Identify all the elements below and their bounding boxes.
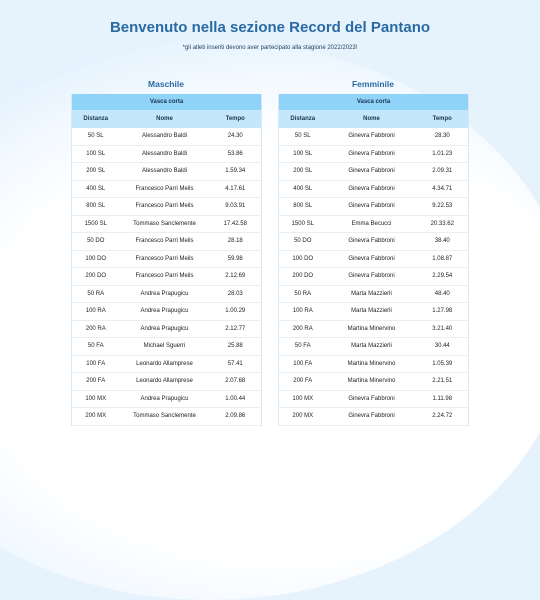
record-distance: 1500 SL: [72, 215, 120, 233]
male-records-table: [71, 94, 262, 426]
female-section-title: Femminile: [351, 79, 395, 89]
record-distance: 200 FA: [72, 373, 120, 391]
female-table-subtitle: Vasca corta: [279, 94, 469, 110]
record-distance: 100 RA: [279, 303, 327, 321]
record-time: 1.00.29: [210, 303, 262, 321]
record-distance: 400 SL: [279, 180, 327, 198]
table-row: [279, 180, 469, 198]
table-row: [72, 355, 262, 373]
record-time: 38.40: [417, 233, 469, 251]
record-athlete-name: Francesco Parri Meils: [120, 180, 210, 198]
record-distance: 100 SL: [72, 145, 120, 163]
table-row: [72, 180, 262, 198]
record-athlete-name: Marta Mazzierli: [327, 338, 417, 356]
table-row: [279, 268, 469, 286]
record-athlete-name: Francesco Parri Meils: [120, 250, 210, 268]
record-athlete-name: Emma Becucci: [327, 215, 417, 233]
record-athlete-name: Ginevra Fabbroni: [327, 250, 417, 268]
male-header-name: Nome: [120, 110, 210, 128]
record-time: 4.17.61: [210, 180, 262, 198]
table-row: [72, 320, 262, 338]
record-distance: 100 MX: [72, 390, 120, 408]
record-time: 25.88: [210, 338, 262, 356]
table-row: [72, 163, 262, 181]
record-athlete-name: Alessandro Baldi: [120, 145, 210, 163]
record-distance: 50 DO: [72, 233, 120, 251]
record-athlete-name: Francesco Parri Meils: [120, 198, 210, 216]
record-distance: 1500 SL: [279, 215, 327, 233]
record-time: 1.08.87: [417, 250, 469, 268]
female-records-table: [278, 94, 469, 426]
record-athlete-name: Ginevra Fabbroni: [327, 233, 417, 251]
table-row: [279, 285, 469, 303]
record-time: 1.00.44: [210, 390, 262, 408]
table-row: [279, 408, 469, 426]
record-distance: 200 FA: [279, 373, 327, 391]
table-row: [72, 268, 262, 286]
male-header-time: Tempo: [210, 110, 262, 128]
record-time: 59.98: [210, 250, 262, 268]
table-row: [279, 128, 469, 145]
record-athlete-name: Francesco Parri Meils: [120, 233, 210, 251]
record-athlete-name: Andrea Prapugicu: [120, 320, 210, 338]
record-distance: 100 DO: [72, 250, 120, 268]
table-row: [72, 285, 262, 303]
table-row: [279, 250, 469, 268]
table-row: [279, 233, 469, 251]
record-athlete-name: Tommaso Sanclemente: [120, 215, 210, 233]
table-row: [279, 320, 469, 338]
table-row: [279, 163, 469, 181]
record-time: 2.09.86: [210, 408, 262, 426]
record-time: 1.59.34: [210, 163, 262, 181]
record-athlete-name: Francesco Parri Meils: [120, 268, 210, 286]
table-row: [72, 128, 262, 145]
record-distance: 100 FA: [279, 355, 327, 373]
record-time: 1.11.98: [417, 390, 469, 408]
record-time: 28.30: [417, 128, 469, 145]
record-time: 28.18: [210, 233, 262, 251]
record-distance: 200 RA: [279, 320, 327, 338]
record-time: 2.07.68: [210, 373, 262, 391]
page-title: Benvenuto nella sezione Record del Pantano: [109, 19, 431, 36]
record-time: 4.34.71: [417, 180, 469, 198]
record-athlete-name: Ginevra Fabbroni: [327, 390, 417, 408]
record-distance: 50 FA: [279, 338, 327, 356]
record-time: 1.01.23: [417, 145, 469, 163]
record-distance: 200 MX: [279, 408, 327, 426]
record-athlete-name: Leonardo Allamprese: [120, 373, 210, 391]
record-athlete-name: Martina Minervino: [327, 355, 417, 373]
table-row: [72, 373, 262, 391]
record-athlete-name: Andrea Prapugicu: [120, 390, 210, 408]
record-distance: 100 DO: [279, 250, 327, 268]
record-distance: 200 DO: [279, 268, 327, 286]
record-time: 30.44: [417, 338, 469, 356]
table-row: [279, 355, 469, 373]
table-row: [279, 145, 469, 163]
record-athlete-name: Martina Minervino: [327, 320, 417, 338]
female-header-time: Tempo: [417, 110, 469, 128]
record-distance: 100 MX: [279, 390, 327, 408]
record-athlete-name: Ginevra Fabbroni: [327, 145, 417, 163]
record-time: 17.42.58: [210, 215, 262, 233]
table-row: [72, 338, 262, 356]
record-distance: 200 RA: [72, 320, 120, 338]
female-records-section: [278, 79, 468, 426]
record-time: 9.03.91: [210, 198, 262, 216]
record-distance: 200 SL: [72, 163, 120, 181]
record-distance: 800 SL: [279, 198, 327, 216]
record-time: 1.27.98: [417, 303, 469, 321]
record-distance: 100 SL: [279, 145, 327, 163]
table-row: [279, 303, 469, 321]
record-time: 20.33.62: [417, 215, 469, 233]
record-athlete-name: Ginevra Fabbroni: [327, 128, 417, 145]
record-distance: 50 RA: [279, 285, 327, 303]
table-row: [279, 198, 469, 216]
male-table-body: [72, 128, 262, 425]
eligibility-note: *gli atleti inseriti devono aver partecipato alla stagione 2022/2023!: [182, 45, 358, 51]
record-athlete-name: Martina Minervino: [327, 373, 417, 391]
table-row: [72, 250, 262, 268]
record-distance: 50 SL: [72, 128, 120, 145]
record-time: 24.30: [210, 128, 262, 145]
table-row: [279, 373, 469, 391]
record-athlete-name: Ginevra Fabbroni: [327, 163, 417, 181]
record-athlete-name: Ginevra Fabbroni: [327, 180, 417, 198]
record-athlete-name: Marta Mazzierli: [327, 285, 417, 303]
record-athlete-name: Andrea Prapugicu: [120, 285, 210, 303]
record-athlete-name: Michael Sguerri: [120, 338, 210, 356]
record-time: 2.12.69: [210, 268, 262, 286]
record-distance: 200 MX: [72, 408, 120, 426]
table-row: [279, 215, 469, 233]
record-athlete-name: Alessandro Baldi: [120, 128, 210, 145]
table-row: [72, 145, 262, 163]
record-time: 9.22.53: [417, 198, 469, 216]
record-distance: 100 FA: [72, 355, 120, 373]
record-time: 2.24.72: [417, 408, 469, 426]
female-header-name: Nome: [327, 110, 417, 128]
record-distance: 200 SL: [279, 163, 327, 181]
record-distance: 50 FA: [72, 338, 120, 356]
record-time: 1.05.39: [417, 355, 469, 373]
record-distance: 50 RA: [72, 285, 120, 303]
record-distance: 200 DO: [72, 268, 120, 286]
record-time: 2.12.77: [210, 320, 262, 338]
record-athlete-name: Andrea Prapugicu: [120, 303, 210, 321]
table-row: [72, 408, 262, 426]
table-row: [72, 215, 262, 233]
record-athlete-name: Ginevra Fabbroni: [327, 268, 417, 286]
record-time: 2.29.54: [417, 268, 469, 286]
record-distance: 50 DO: [279, 233, 327, 251]
record-distance: 400 SL: [72, 180, 120, 198]
female-table-body: [279, 128, 469, 425]
record-time: 28.03: [210, 285, 262, 303]
record-distance: 800 SL: [72, 198, 120, 216]
male-table-subtitle: Vasca corta: [72, 94, 262, 110]
record-athlete-name: Tommaso Sanclemente: [120, 408, 210, 426]
record-time: 2.21.51: [417, 373, 469, 391]
record-athlete-name: Marta Mazzierli: [327, 303, 417, 321]
record-time: 48.40: [417, 285, 469, 303]
record-time: 2.09.31: [417, 163, 469, 181]
record-athlete-name: Ginevra Fabbroni: [327, 198, 417, 216]
table-row: [72, 198, 262, 216]
table-row: [279, 338, 469, 356]
table-row: [72, 233, 262, 251]
female-header-distance: Distanza: [279, 110, 327, 128]
male-section-title: Maschile: [148, 79, 184, 89]
record-time: 3.21.40: [417, 320, 469, 338]
record-athlete-name: Leonardo Allamprese: [120, 355, 210, 373]
male-header-distance: Distanza: [72, 110, 120, 128]
record-distance: 100 RA: [72, 303, 120, 321]
male-records-section: [71, 79, 261, 426]
record-distance: 50 SL: [279, 128, 327, 145]
record-athlete-name: Ginevra Fabbroni: [327, 408, 417, 426]
record-athlete-name: Alessandro Baldi: [120, 163, 210, 181]
table-row: [72, 303, 262, 321]
record-time: 53.86: [210, 145, 262, 163]
record-time: 57.41: [210, 355, 262, 373]
